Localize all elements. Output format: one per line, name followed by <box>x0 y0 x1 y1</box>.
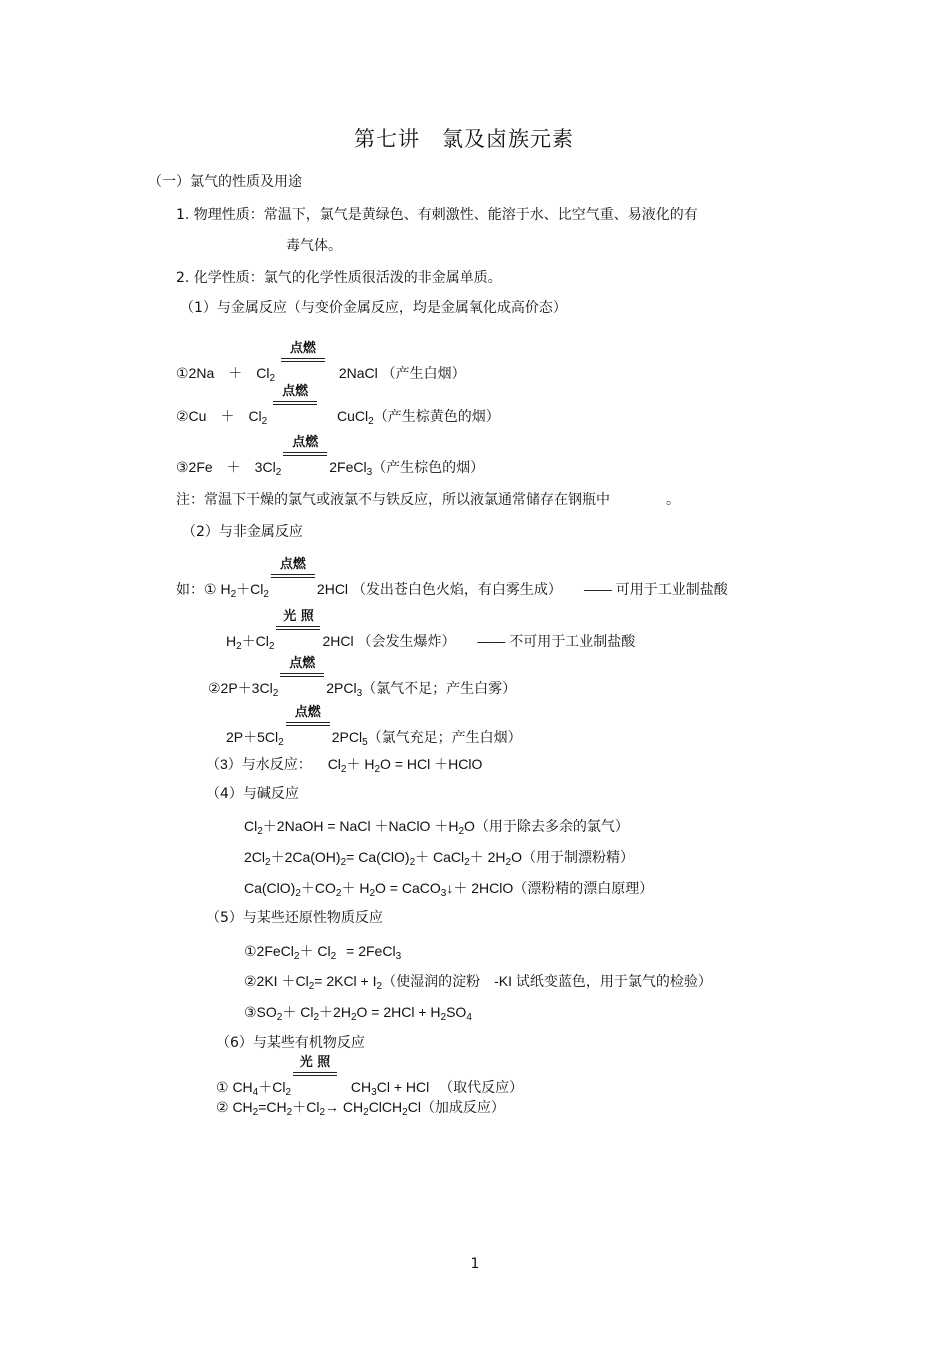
equation-fecl2: ①2FeCl$_2$＋ $Cl_2$ = 2FeCl$_3$ <box>244 943 402 962</box>
page-number: 1 <box>470 1256 480 1272</box>
equation-cu: ②Cu ＋ $Cl_2$ 点燃 CuCl$_2$（产生棕黄色的烟） <box>176 384 500 427</box>
equation-bleach: $Ca(ClO)_2+CO_2+ H_2O$ = CaCO$_3$↓＋ 2HClO（漂粉精的漂白原理） <box>244 880 654 899</box>
condition-light: 光 照 <box>293 1056 337 1084</box>
subsection-nonmetal: （2）与非金属反应 <box>182 524 303 540</box>
equation-pcl3: $②2P+3Cl_2$ 点燃 2PCl$_3$（氯气不足；产生白雾） <box>208 656 517 699</box>
section-heading: （一）氯气的性质及用途 <box>148 174 302 190</box>
equation-water: （3）与水反应： $Cl_2+ H_2O$ = HCl ＋HClO <box>206 756 483 775</box>
equation-h2-burn: 如：① $H_2+Cl_2$ 点燃 2HCl （发出苍白色火焰，有白雾生成） —— 可用于工业制盐酸 <box>176 557 728 600</box>
condition-light: 光 照 <box>276 610 320 638</box>
equation-h2-light: $H_2+Cl_2$ 光 照 2HCl （会发生爆炸） —— 不可用于工业制盐酸 <box>226 609 636 652</box>
condition-burn: 点燃 <box>281 342 325 370</box>
subsection-reducing: （5）与某些还原性物质反应 <box>206 910 383 926</box>
page-title: 第七讲 氯及卤族元素 <box>354 127 574 151</box>
note-dry-chlorine: 注：常温下干燥的氯气或液氯不与铁反应，所以液氯通常储存在钢瓶中 。 <box>176 492 680 508</box>
physical-properties-cont: 毒气体。 <box>286 238 342 254</box>
condition-burn: 点燃 <box>280 657 324 685</box>
subsection-metal: （1）与金属反应（与变价金属反应，均是金属氧化成高价态） <box>180 300 567 316</box>
equation-na: ①2Na ＋ $Cl_2$ 点燃 2NaCl （产生白烟） <box>176 341 466 384</box>
physical-properties: 1. 物理性质：常温下，氯气是黄绿色、有刺激性、能溶于水、比空气重、易液化的有 <box>176 207 698 223</box>
subsection-organic: （6）与某些有机物反应 <box>216 1035 365 1051</box>
condition-burn: 点燃 <box>273 385 317 413</box>
equation-so2: $③SO_2+ Cl_2+2H_2O = 2HCl + H_2SO_4$ <box>244 1004 472 1023</box>
equation-fe: ③2Fe ＋ $3Cl_2$ 点燃 2FeCl$_3$（产生棕色的烟） <box>176 435 485 478</box>
equation-naoh: $Cl_2+2NaOH$ = NaCl ＋NaClO $+H_2O$（用于除去多余的氯气） <box>244 818 629 837</box>
condition-burn: 点燃 <box>286 706 330 734</box>
chemical-properties: 2. 化学性质：氯气的化学性质很活泼的非金属单质。 <box>176 270 502 286</box>
equation-pcl5: $2P+5Cl_2$ 点燃 2PCl$_5$（氯气充足；产生白烟） <box>226 705 522 748</box>
equation-ethylene: ② $CH_2=CH_2+Cl_2\to$ $CH_2ClCH_2Cl$（加成反应） <box>216 1099 505 1118</box>
equation-ch4: ① $CH_4+Cl_2$ 光 照 $CH_3Cl$ + HCl （取代反应） <box>216 1055 524 1098</box>
condition-burn: 点燃 <box>271 558 315 586</box>
condition-burn: 点燃 <box>283 436 327 464</box>
equation-ki: ②2KI $+Cl_2= 2KCl + I_2$（使湿润的淀粉 -KI 试纸变蓝色，用于氯气的检验） <box>244 973 712 992</box>
equation-caoh2: $2Cl_2+2Ca(OH)_2= Ca(ClO)_2+$ CaCl$_2$＋ $2H_2O$（用于制漂粉精） <box>244 849 634 868</box>
subsection-base: （4）与碱反应 <box>206 786 299 802</box>
